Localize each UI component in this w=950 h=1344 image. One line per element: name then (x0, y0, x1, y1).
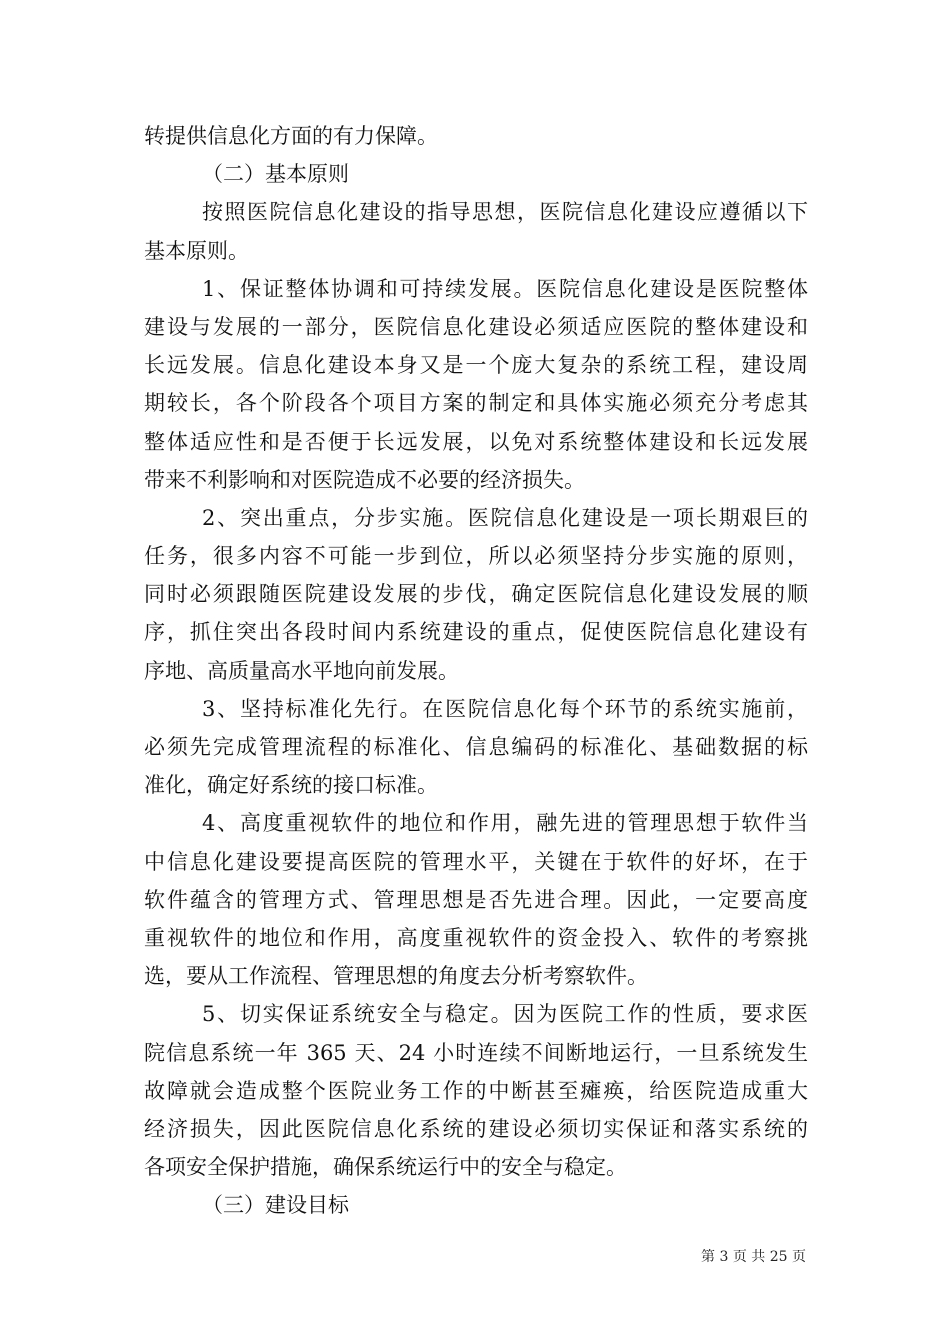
paragraph-line: 准化，确定好系统的接口标准。 (144, 773, 438, 798)
paragraph-line: 长远发展。信息化建设本身又是一个庞大复杂的系统工程，建设周 (144, 353, 808, 378)
paragraph-line: 带来不利影响和对医院造成不必要的经济损失。 (144, 467, 585, 492)
paragraph-line: 基本原则。 (144, 238, 249, 263)
paragraph-line: 中信息化建设要提高医院的管理水平，关键在于软件的好坏，在于 (144, 849, 808, 874)
paragraph-line: 重视软件的地位和作用，高度重视软件的资金投入、软件的考察挑 (144, 925, 808, 950)
paragraph-line: 必须先完成管理流程的标准化、信息编码的标准化、基础数据的标 (144, 735, 808, 759)
paragraph-line: 期较长，各个阶段各个项目方案的制定和具体实施必须充分考虑其 (144, 391, 808, 416)
paragraph-line: 3、坚持标准化先行。在医院信息化每个环节的系统实施前， (202, 696, 808, 721)
paragraph-line: 序地、高质量高水平地向前发展。 (144, 658, 459, 683)
paragraph-line: 4、高度重视软件的地位和作用，融先进的管理思想于软件当 (202, 811, 808, 836)
paragraph-line: 5、切实保证系统安全与稳定。因为医院工作的性质，要求医 (202, 1002, 808, 1027)
paragraph-line: 故障就会造成整个医院业务工作的中断甚至瘫痪，给医院造成重大 (144, 1078, 808, 1103)
section-heading-principles: （二）基本原则 (202, 162, 349, 187)
paragraph-line: 建设与发展的一部分，医院信息化建设必须适应医院的整体建设和 (144, 314, 808, 339)
paragraph-line: 任务，很多内容不可能一步到位，所以必须坚持分步实施的原则， (144, 544, 808, 569)
paragraph-line: 整体适应性和是否便于长远发展，以免对系统整体建设和长远发展 (144, 429, 808, 454)
paragraph-line: 经济损失，因此医院信息化系统的建设必须切实保证和落实系统的 (144, 1116, 808, 1141)
page-number: 第 3 页 共 25 页 (701, 1249, 806, 1265)
paragraph-line: 2、突出重点，分步实施。医院信息化建设是一项长期艰巨的 (202, 505, 808, 530)
section-heading-goals: （三）建设目标 (202, 1193, 349, 1218)
paragraph-line: 按照医院信息化建设的指导思想，医院信息化建设应遵循以下 (202, 200, 808, 225)
paragraph-line: 院信息系统一年 365 天、24 小时连续不间断地运行，一旦系统发生 (144, 1040, 808, 1065)
body-text (144, 117, 808, 1224)
paragraph-line: 选，要从工作流程、管理思想的角度去分析考察软件。 (144, 964, 648, 989)
paragraph-line: 软件蕴含的管理方式、管理思想是否先进合理。因此，一定要高度 (144, 887, 808, 912)
paragraph-line: 同时必须跟随医院建设发展的步伐，确定医院信息化建设发展的顺 (144, 582, 808, 607)
paragraph-line: 转提供信息化方面的有力保障。 (144, 124, 438, 148)
paragraph-line: 各项安全保护措施，确保系统运行中的安全与稳定。 (144, 1155, 627, 1180)
paragraph-line: 序，抓住突出各段时间内系统建设的重点，促使医院信息化建设有 (144, 620, 808, 645)
paragraph-line: 1、保证整体协调和可持续发展。医院信息化建设是医院整体 (202, 276, 808, 301)
